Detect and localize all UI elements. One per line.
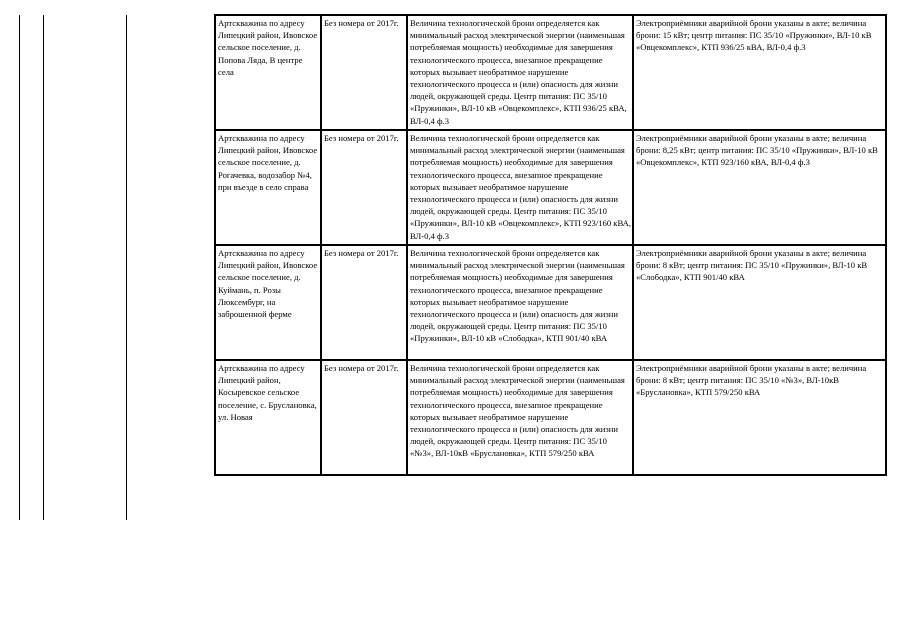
justification-cell: Величина технологической брони определяется как минимальный расход электрической энергии (наименьшая потребляемая мощность) необходимые для завершения технологического процесса, внезапное прекращение которых вызывает необратимое нарушение технологического процесса и (или) опасность для жизни людей, окружающей среды. Центр питания: ПС 35/10 «№3», ВЛ-10кВ «Бруслановка», КТП 579/250 кВА	[407, 360, 633, 475]
emergency-reserve-table	[214, 14, 887, 476]
object-address-cell: Артскважина по адресу Липецкий район, Косыревское сельское поселение, с. Бруслановка, ул. Новая	[215, 360, 321, 475]
act-number-cell: Без номера от 2017г.	[321, 360, 407, 475]
object-address-cell: Артскважина по адресу Липецкий район, Ивовское сельское поселение, д. Попова Ляда, В центре села	[215, 15, 321, 130]
justification-cell: Величина технологической брони определяется как минимальный расход электрической энергии (наименьшая потребляемая мощность) необходимые для завершения технологического процесса, внезапное прекращение которых вызывает необратимое нарушение технологического процесса и (или) опасность для жизни людей, окружающей среды. Центр питания: ПС 35/10 «Пружинки», ВЛ-10 кВ «Овцекомплекс», КТП 936/25 кВА, ВЛ-0,4 ф.3	[407, 15, 633, 130]
act-number-cell: Без номера от 2017г.	[321, 245, 407, 360]
object-address-cell: Артскважина по адресу Липецкий район, Ивовское сельское поселение, д. Рогачевка, водозабор №4, при въезде в село справа	[215, 130, 321, 245]
act-number-cell: Без номера от 2017г.	[321, 130, 407, 245]
table-row	[215, 245, 886, 360]
table-row	[215, 130, 886, 245]
justification-cell: Величина технологической брони определяется как минимальный расход электрической энергии (наименьшая потребляемая мощность) необходимые для завершения технологического процесса, внезапное прекращение которых вызывает необратимое нарушение технологического процесса и (или) опасность для жизни людей, окружающей среды. Центр питания: ПС 35/10 «Пружинки», ВЛ-10 кВ «Овцекомплекс», КТП 923/160 кВА, ВЛ-0,4 ф.3	[407, 130, 633, 245]
left-margin-line-3	[126, 15, 127, 520]
receivers-cell: Электроприёмники аварийной брони указаны в акте; величина брони: 8 кВт; центр питания: ПС 35/10 «№3», ВЛ-10кВ «Бруслановка», КТП 579/250 кВА	[633, 360, 886, 475]
receivers-cell: Электроприёмники аварийной брони указаны в акте; величина брони: 15 кВт; центр питания: ПС 35/10 «Пружинки», ВЛ-10 кВ «Овцекомплекс», КТП 936/25 кВА, ВЛ-0,4 ф.3	[633, 15, 886, 130]
table-row	[215, 360, 886, 475]
left-margin-line-2	[43, 15, 44, 520]
act-number-cell: Без номера от 2017г.	[321, 15, 407, 130]
receivers-cell: Электроприёмники аварийной брони указаны в акте; величина брони: 8 кВт; центр питания: ПС 35/10 «Пружинки», ВЛ-10 кВ «Слободка», КТП 901/40 кВА	[633, 245, 886, 360]
table-row	[215, 15, 886, 130]
object-address-cell: Артскважина по адресу Липецкий район, Ивовское сельское поселение, д. Куймань, п. Розы Люксембург, на заброшенной ферме	[215, 245, 321, 360]
justification-cell: Величина технологической брони определяется как минимальный расход электрической энергии (наименьшая потребляемая мощность) необходимые для завершения технологического процесса, внезапное прекращение которых вызывает необратимое нарушение технологического процесса и (или) опасность для жизни людей, окружающей среды. Центр питания: ПС 35/10 «Пружинки», ВЛ-10 кВ «Слободка», КТП 901/40 кВА	[407, 245, 633, 360]
receivers-cell: Электроприёмники аварийной брони указаны в акте; величина брони: 8,25 кВт; центр питания: ПС 35/10 «Пружинки», ВЛ-10 кВ «Овцекомплекс», КТП 923/160 кВА, ВЛ-0,4 ф.3	[633, 130, 886, 245]
left-margin-line-1	[19, 15, 20, 520]
